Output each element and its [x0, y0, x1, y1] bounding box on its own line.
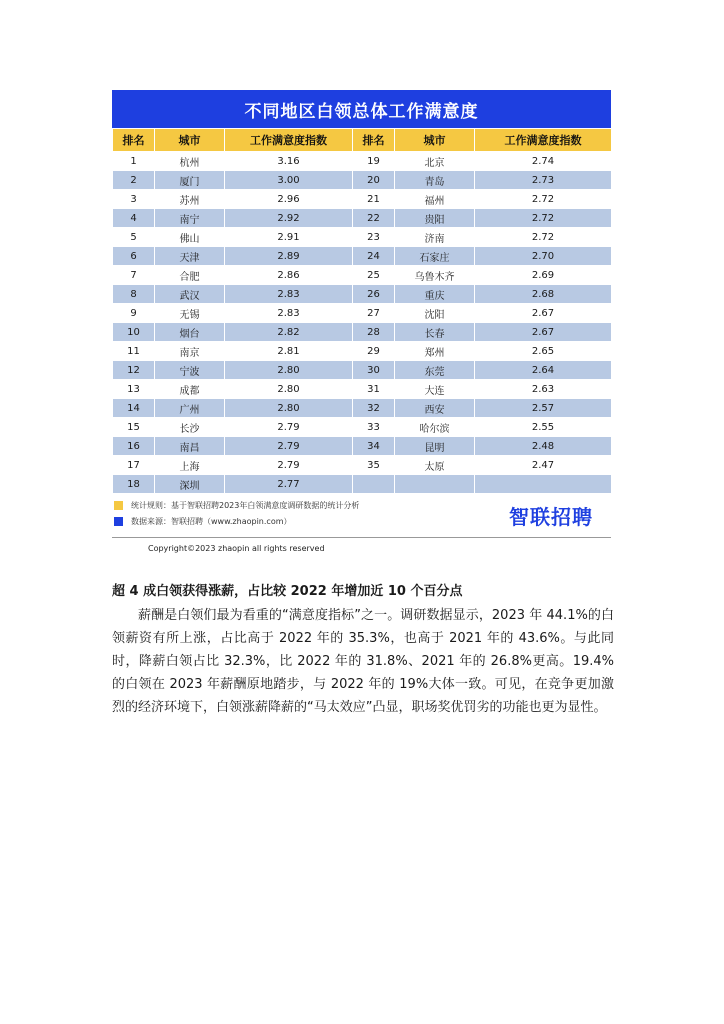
- cell-rank: 6: [113, 247, 155, 266]
- header-city-right: 城市: [395, 129, 475, 152]
- cell-rank: 27: [353, 304, 395, 323]
- table-row: [113, 304, 612, 323]
- cell-city: 哈尔滨: [395, 418, 475, 437]
- cell-city: 贵阳: [395, 209, 475, 228]
- cell-rank: 12: [113, 361, 155, 380]
- cell-rank: [353, 475, 395, 494]
- divider: [112, 537, 611, 538]
- table-body: [113, 152, 612, 494]
- cell-city: 南宁: [155, 209, 225, 228]
- table-row: [113, 323, 612, 342]
- cell-city: [395, 475, 475, 494]
- cell-index: 2.47: [475, 456, 612, 475]
- table-row: [113, 285, 612, 304]
- cell-city: 上海: [155, 456, 225, 475]
- cell-index: 2.69: [475, 266, 612, 285]
- cell-index: 2.72: [475, 228, 612, 247]
- cell-index: 2.80: [225, 361, 353, 380]
- table-row: [113, 209, 612, 228]
- header-index-right: 工作满意度指数: [475, 129, 612, 152]
- cell-rank: 1: [113, 152, 155, 171]
- cell-city: 重庆: [395, 285, 475, 304]
- table-header-row: [113, 129, 612, 152]
- note-source-text: 数据来源：智联招聘（www.zhaopin.com）: [131, 516, 292, 526]
- cell-city: 广州: [155, 399, 225, 418]
- cell-rank: 4: [113, 209, 155, 228]
- cell-city: 成都: [155, 380, 225, 399]
- cell-index: 2.65: [475, 342, 612, 361]
- cell-index: 2.74: [475, 152, 612, 171]
- cell-city: 乌鲁木齐: [395, 266, 475, 285]
- table-row: [113, 342, 612, 361]
- cell-rank: 13: [113, 380, 155, 399]
- blue-square-icon: [114, 517, 123, 526]
- cell-rank: 3: [113, 190, 155, 209]
- cell-city: 苏州: [155, 190, 225, 209]
- cell-rank: 24: [353, 247, 395, 266]
- cell-rank: 30: [353, 361, 395, 380]
- cell-rank: 2: [113, 171, 155, 190]
- cell-index: 2.89: [225, 247, 353, 266]
- cell-rank: 10: [113, 323, 155, 342]
- cell-index: 2.70: [475, 247, 612, 266]
- cell-city: 长春: [395, 323, 475, 342]
- cell-index: 2.48: [475, 437, 612, 456]
- cell-index: 2.86: [225, 266, 353, 285]
- cell-rank: 26: [353, 285, 395, 304]
- cell-index: 2.79: [225, 418, 353, 437]
- cell-rank: 22: [353, 209, 395, 228]
- section-heading: 超 4 成白领获得涨薪，占比较 2022 年增加近 10 个百分点: [112, 584, 463, 599]
- table-row: [113, 475, 612, 494]
- cell-rank: 9: [113, 304, 155, 323]
- cell-rank: 23: [353, 228, 395, 247]
- cell-rank: 35: [353, 456, 395, 475]
- header-index-left: 工作满意度指数: [225, 129, 353, 152]
- cell-index: 2.72: [475, 209, 612, 228]
- cell-rank: 25: [353, 266, 395, 285]
- cell-rank: 15: [113, 418, 155, 437]
- cell-city: 东莞: [395, 361, 475, 380]
- cell-rank: 16: [113, 437, 155, 456]
- cell-rank: 28: [353, 323, 395, 342]
- cell-index: 2.67: [475, 304, 612, 323]
- cell-city: 武汉: [155, 285, 225, 304]
- cell-index: 2.96: [225, 190, 353, 209]
- header-rank-right: 排名: [353, 129, 395, 152]
- header-city-left: 城市: [155, 129, 225, 152]
- cell-index: [475, 475, 612, 494]
- cell-index: 2.83: [225, 285, 353, 304]
- table-row: [113, 266, 612, 285]
- cell-city: 宁波: [155, 361, 225, 380]
- cell-city: 大连: [395, 380, 475, 399]
- cell-rank: 14: [113, 399, 155, 418]
- cell-city: 太原: [395, 456, 475, 475]
- cell-city: 南京: [155, 342, 225, 361]
- yellow-square-icon: [114, 501, 123, 510]
- cell-city: 天津: [155, 247, 225, 266]
- cell-city: 石家庄: [395, 247, 475, 266]
- cell-index: 2.68: [475, 285, 612, 304]
- cell-rank: 33: [353, 418, 395, 437]
- cell-index: 2.57: [475, 399, 612, 418]
- satisfaction-table: [112, 128, 612, 494]
- figure-footnotes: [112, 497, 611, 535]
- cell-rank: 20: [353, 171, 395, 190]
- cell-index: 2.79: [225, 437, 353, 456]
- cell-rank: 34: [353, 437, 395, 456]
- cell-rank: 21: [353, 190, 395, 209]
- table-row: [113, 190, 612, 209]
- table-row: [113, 171, 612, 190]
- cell-city: 无锡: [155, 304, 225, 323]
- cell-city: 杭州: [155, 152, 225, 171]
- cell-rank: 19: [353, 152, 395, 171]
- cell-index: 2.63: [475, 380, 612, 399]
- cell-city: 福州: [395, 190, 475, 209]
- cell-index: 2.83: [225, 304, 353, 323]
- cell-city: 深圳: [155, 475, 225, 494]
- cell-index: 2.77: [225, 475, 353, 494]
- cell-index: 3.16: [225, 152, 353, 171]
- cell-rank: 31: [353, 380, 395, 399]
- cell-city: 郑州: [395, 342, 475, 361]
- body-paragraph: 薪酬是白领们最为看重的“满意度指标”之一。调研数据显示，2023 年 44.1%的白领薪资有所上涨，占比高于 2022 年的 35.3%，也高于 2021 年的 43.6%。与此同时，降薪白领占比 32.3%，比 2022 年的 31.8%、2021 年的 26.8%更高。19.4%的白领在 2023 年薪酬原地踏步，与 2022 年的 19%大体一致。可见，在竞争更加激烈的经济环境下，白领涨薪降薪的“马太效应”凸显，职场奖优罚劣的功能也更为显性。: [112, 608, 614, 715]
- table-row: [113, 228, 612, 247]
- cell-rank: 8: [113, 285, 155, 304]
- note-scope-text: 统计规则：基于智联招聘2023年白领满意度调研数据的统计分析: [131, 500, 360, 510]
- cell-rank: 32: [353, 399, 395, 418]
- cell-city: 沈阳: [395, 304, 475, 323]
- table-row: [113, 361, 612, 380]
- table-row: [113, 247, 612, 266]
- cell-index: 2.80: [225, 399, 353, 418]
- table-row: [113, 152, 612, 171]
- cell-city: 合肥: [155, 266, 225, 285]
- cell-city: 西安: [395, 399, 475, 418]
- cell-rank: 29: [353, 342, 395, 361]
- table-row: [113, 399, 612, 418]
- cell-city: 青岛: [395, 171, 475, 190]
- cell-city: 烟台: [155, 323, 225, 342]
- cell-index: 2.55: [475, 418, 612, 437]
- cell-index: 2.64: [475, 361, 612, 380]
- zhaopin-logo: 智联招聘: [509, 505, 593, 529]
- cell-rank: 17: [113, 456, 155, 475]
- cell-index: 2.72: [475, 190, 612, 209]
- satisfaction-figure: [112, 90, 611, 553]
- cell-index: 2.81: [225, 342, 353, 361]
- cell-city: 北京: [395, 152, 475, 171]
- cell-index: 2.73: [475, 171, 612, 190]
- cell-index: 2.82: [225, 323, 353, 342]
- cell-rank: 5: [113, 228, 155, 247]
- cell-city: 南昌: [155, 437, 225, 456]
- table-title: 不同地区白领总体工作满意度: [112, 90, 611, 128]
- cell-index: 2.79: [225, 456, 353, 475]
- cell-index: 2.67: [475, 323, 612, 342]
- cell-city: 昆明: [395, 437, 475, 456]
- cell-city: 长沙: [155, 418, 225, 437]
- cell-city: 厦门: [155, 171, 225, 190]
- cell-city: 济南: [395, 228, 475, 247]
- table-row: [113, 456, 612, 475]
- cell-index: 3.00: [225, 171, 353, 190]
- cell-rank: 7: [113, 266, 155, 285]
- header-rank-left: 排名: [113, 129, 155, 152]
- cell-city: 佛山: [155, 228, 225, 247]
- cell-index: 2.92: [225, 209, 353, 228]
- copyright-text: Copyright©2023 zhaopin all rights reserved: [148, 544, 325, 553]
- cell-rank: 18: [113, 475, 155, 494]
- table-row: [113, 418, 612, 437]
- table-row: [113, 380, 612, 399]
- cell-index: 2.91: [225, 228, 353, 247]
- cell-rank: 11: [113, 342, 155, 361]
- cell-index: 2.80: [225, 380, 353, 399]
- table-row: [113, 437, 612, 456]
